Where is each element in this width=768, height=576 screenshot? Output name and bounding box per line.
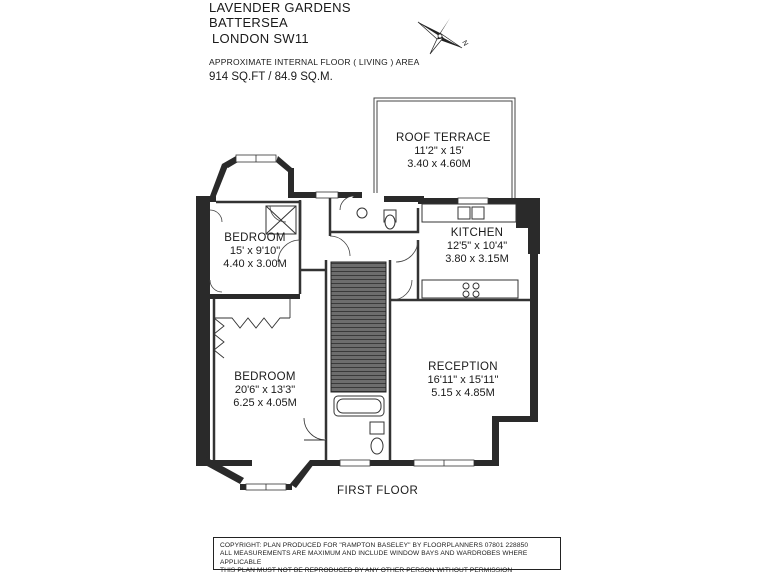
reception-name: RECEPTION (428, 361, 498, 373)
floor-label: FIRST FLOOR (337, 485, 419, 497)
roof-terrace-imperial: 11'2" x 15' (414, 145, 464, 157)
copyright-box (213, 537, 561, 575)
wardrobe (214, 299, 290, 358)
area-value: 914 SQ.FT / 84.9 SQ.M. (209, 71, 333, 83)
copyright-line-2: ALL MEASUREMENTS ARE MAXIMUM AND INCLUDE WINDOW BAYS AND WARDROBES WHERE APPLICABLE (220, 550, 528, 566)
address-line-1: LAVENDER GARDENS (209, 0, 351, 15)
reception-metric: 5.15 x 4.85M (431, 387, 495, 399)
room-bedroom-large (226, 371, 304, 410)
room-reception (418, 361, 508, 400)
bedroom-large-metric: 6.25 x 4.05M (233, 397, 297, 409)
compass-rose-icon (418, 18, 462, 54)
kitchen-imperial: 12'5" x 10'4" (446, 240, 508, 252)
kitchen-metric: 3.80 x 3.15M (445, 253, 509, 265)
copyright-line-3: THIS PLAN MUST NOT BE REPRODUCED BY ANY OTHER PERSON WITHOUT PERMISSION (220, 567, 513, 575)
compass-north-letter: N (460, 39, 469, 48)
bedroom-small-name: BEDROOM (224, 232, 286, 244)
bedroom-small-metric: 4.40 x 3.00M (223, 258, 287, 270)
room-roof-terrace (396, 132, 491, 171)
address-line-2: BATTERSEA (209, 15, 289, 30)
bathroom-fixtures (304, 396, 384, 454)
address-line-3: LONDON SW11 (212, 31, 309, 46)
area-label: APPROXIMATE INTERNAL FLOOR ( LIVING ) AREA (209, 57, 420, 67)
bedroom-small-imperial: 15' x 9'10" (229, 245, 281, 257)
staircase (331, 262, 386, 392)
bedroom-large-name: BEDROOM (234, 371, 296, 383)
room-bedroom-small (218, 232, 292, 271)
roof-terrace-metric: 3.40 x 4.60M (407, 158, 471, 170)
room-kitchen (436, 227, 518, 266)
kitchen-name: KITCHEN (450, 227, 504, 239)
bedroom-large-imperial: 20'6" x 13'3" (234, 384, 296, 396)
reception-imperial: 16'11" x 15'11" (427, 374, 499, 386)
roof-terrace-name: ROOF TERRACE (396, 132, 491, 144)
copyright-line-1: COPYRIGHT: PLAN PRODUCED FOR "RAMPTON BASELEY" BY FLOORPLANNERS 07801 228850 (220, 542, 529, 549)
